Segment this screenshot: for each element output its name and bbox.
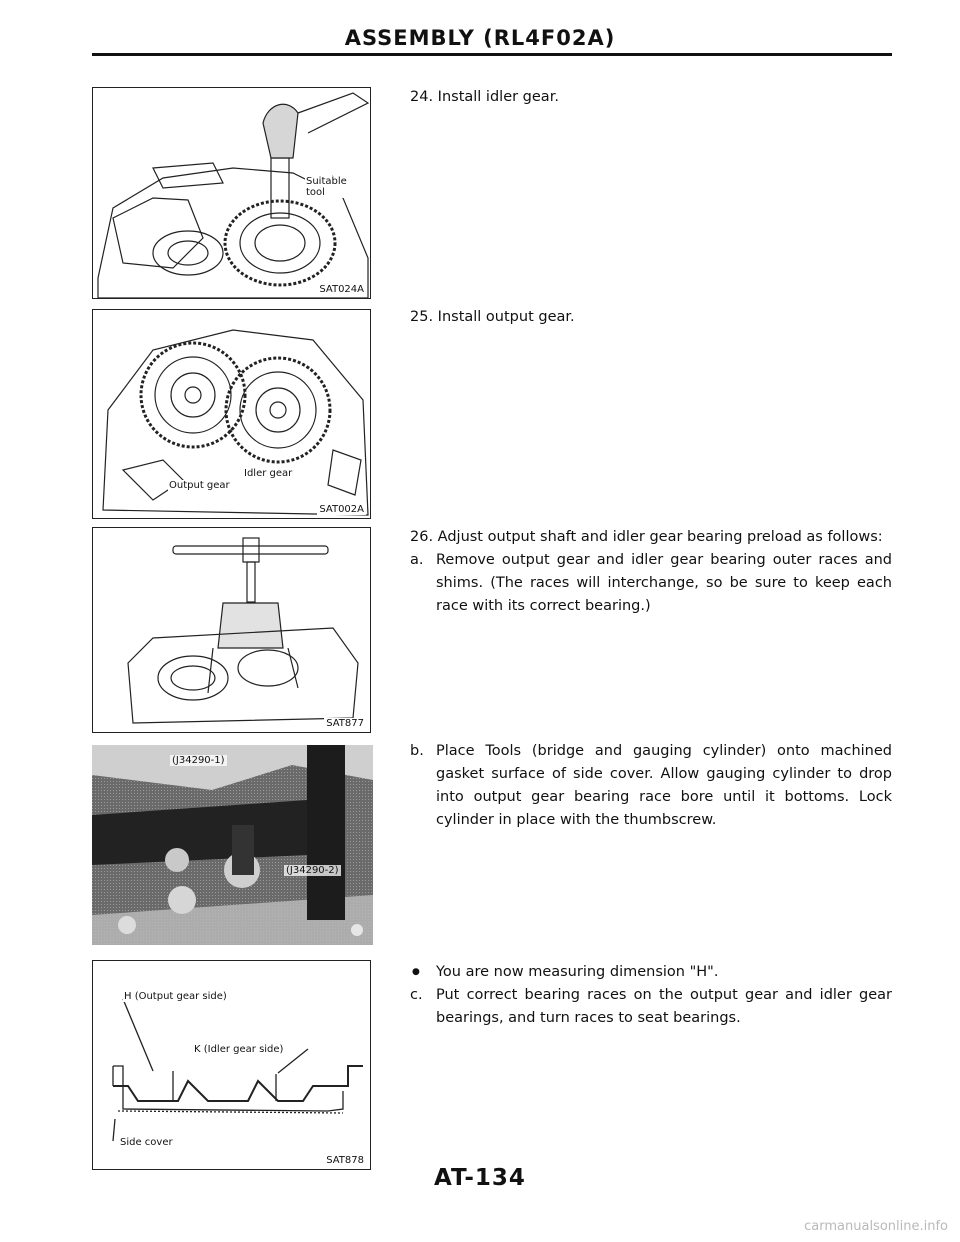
step-26 [410,526,892,549]
suitable-tool-label: Suitable tool [305,176,359,198]
header-rule [92,53,892,56]
k-idler-side-label: K (Idler gear side) [194,1044,284,1055]
step-26b-marker: b. [410,743,424,759]
figure-race-removal [92,527,371,733]
watermark: carmanualsonline.info [804,1219,948,1234]
idler-gear-label: Idler gear [244,468,293,479]
page-number: AT-134 [434,1165,526,1191]
step-26a-text: Remove output gear and idler gear bearing outer races and shims. (The races will interchange, so be sure to keep each race with its correct bearing.) [436,552,892,614]
tool-j34290-1-label: (J34290-1) [172,755,225,766]
step-25-text: 25. Install output gear. [410,309,575,325]
bullet-measuring-h [410,961,892,984]
step-26c-marker: c. [410,987,423,1003]
step-24 [410,86,892,109]
bullet-icon: ● [412,967,420,977]
figure-code: SAT878 [326,1155,364,1166]
figure-code: SAT002A [319,504,364,515]
output-gear-label: Output gear [169,480,230,491]
figure-output-gear-drawing [93,310,371,519]
photo-gauging-tools [92,745,373,945]
figure-output-gear-install [92,309,371,519]
step-25 [410,306,892,329]
figure-code: SAT024A [319,284,364,295]
step-26a-marker: a. [410,552,424,568]
figure-side-cover [92,960,371,1170]
h-output-side-label: H (Output gear side) [124,991,227,1002]
step-26c [410,984,892,1030]
page-title: ASSEMBLY (RL4F02A) [344,26,616,50]
bullet-text: You are now measuring dimension "H". [436,964,719,980]
figure-race-removal-drawing [93,528,371,733]
figure-idler-gear-install [92,87,371,299]
tool-j34290-2-label: (J34290-2) [286,865,339,876]
side-cover-label: Side cover [120,1137,173,1148]
step-26a [410,549,892,618]
step-26c-text: Put correct bearing races on the output gear and idler gear bearings, and turn races to seat bearings. [436,987,892,1026]
photo-gauging-tools-image [92,745,373,945]
step-26-text: 26. Adjust output shaft and idler gear bearing preload as follows: [410,529,883,545]
step-26b-text: Place Tools (bridge and gauging cylinder) onto machined gasket surface of side cover. Allow gauging cylinder to drop into output gear bearing race bore until it bottoms. Lock cylinder in place with the thumbscrew. [436,743,892,828]
step-24-text: 24. Install idler gear. [410,89,559,105]
figure-code: SAT877 [326,718,364,729]
step-26b [410,740,892,832]
